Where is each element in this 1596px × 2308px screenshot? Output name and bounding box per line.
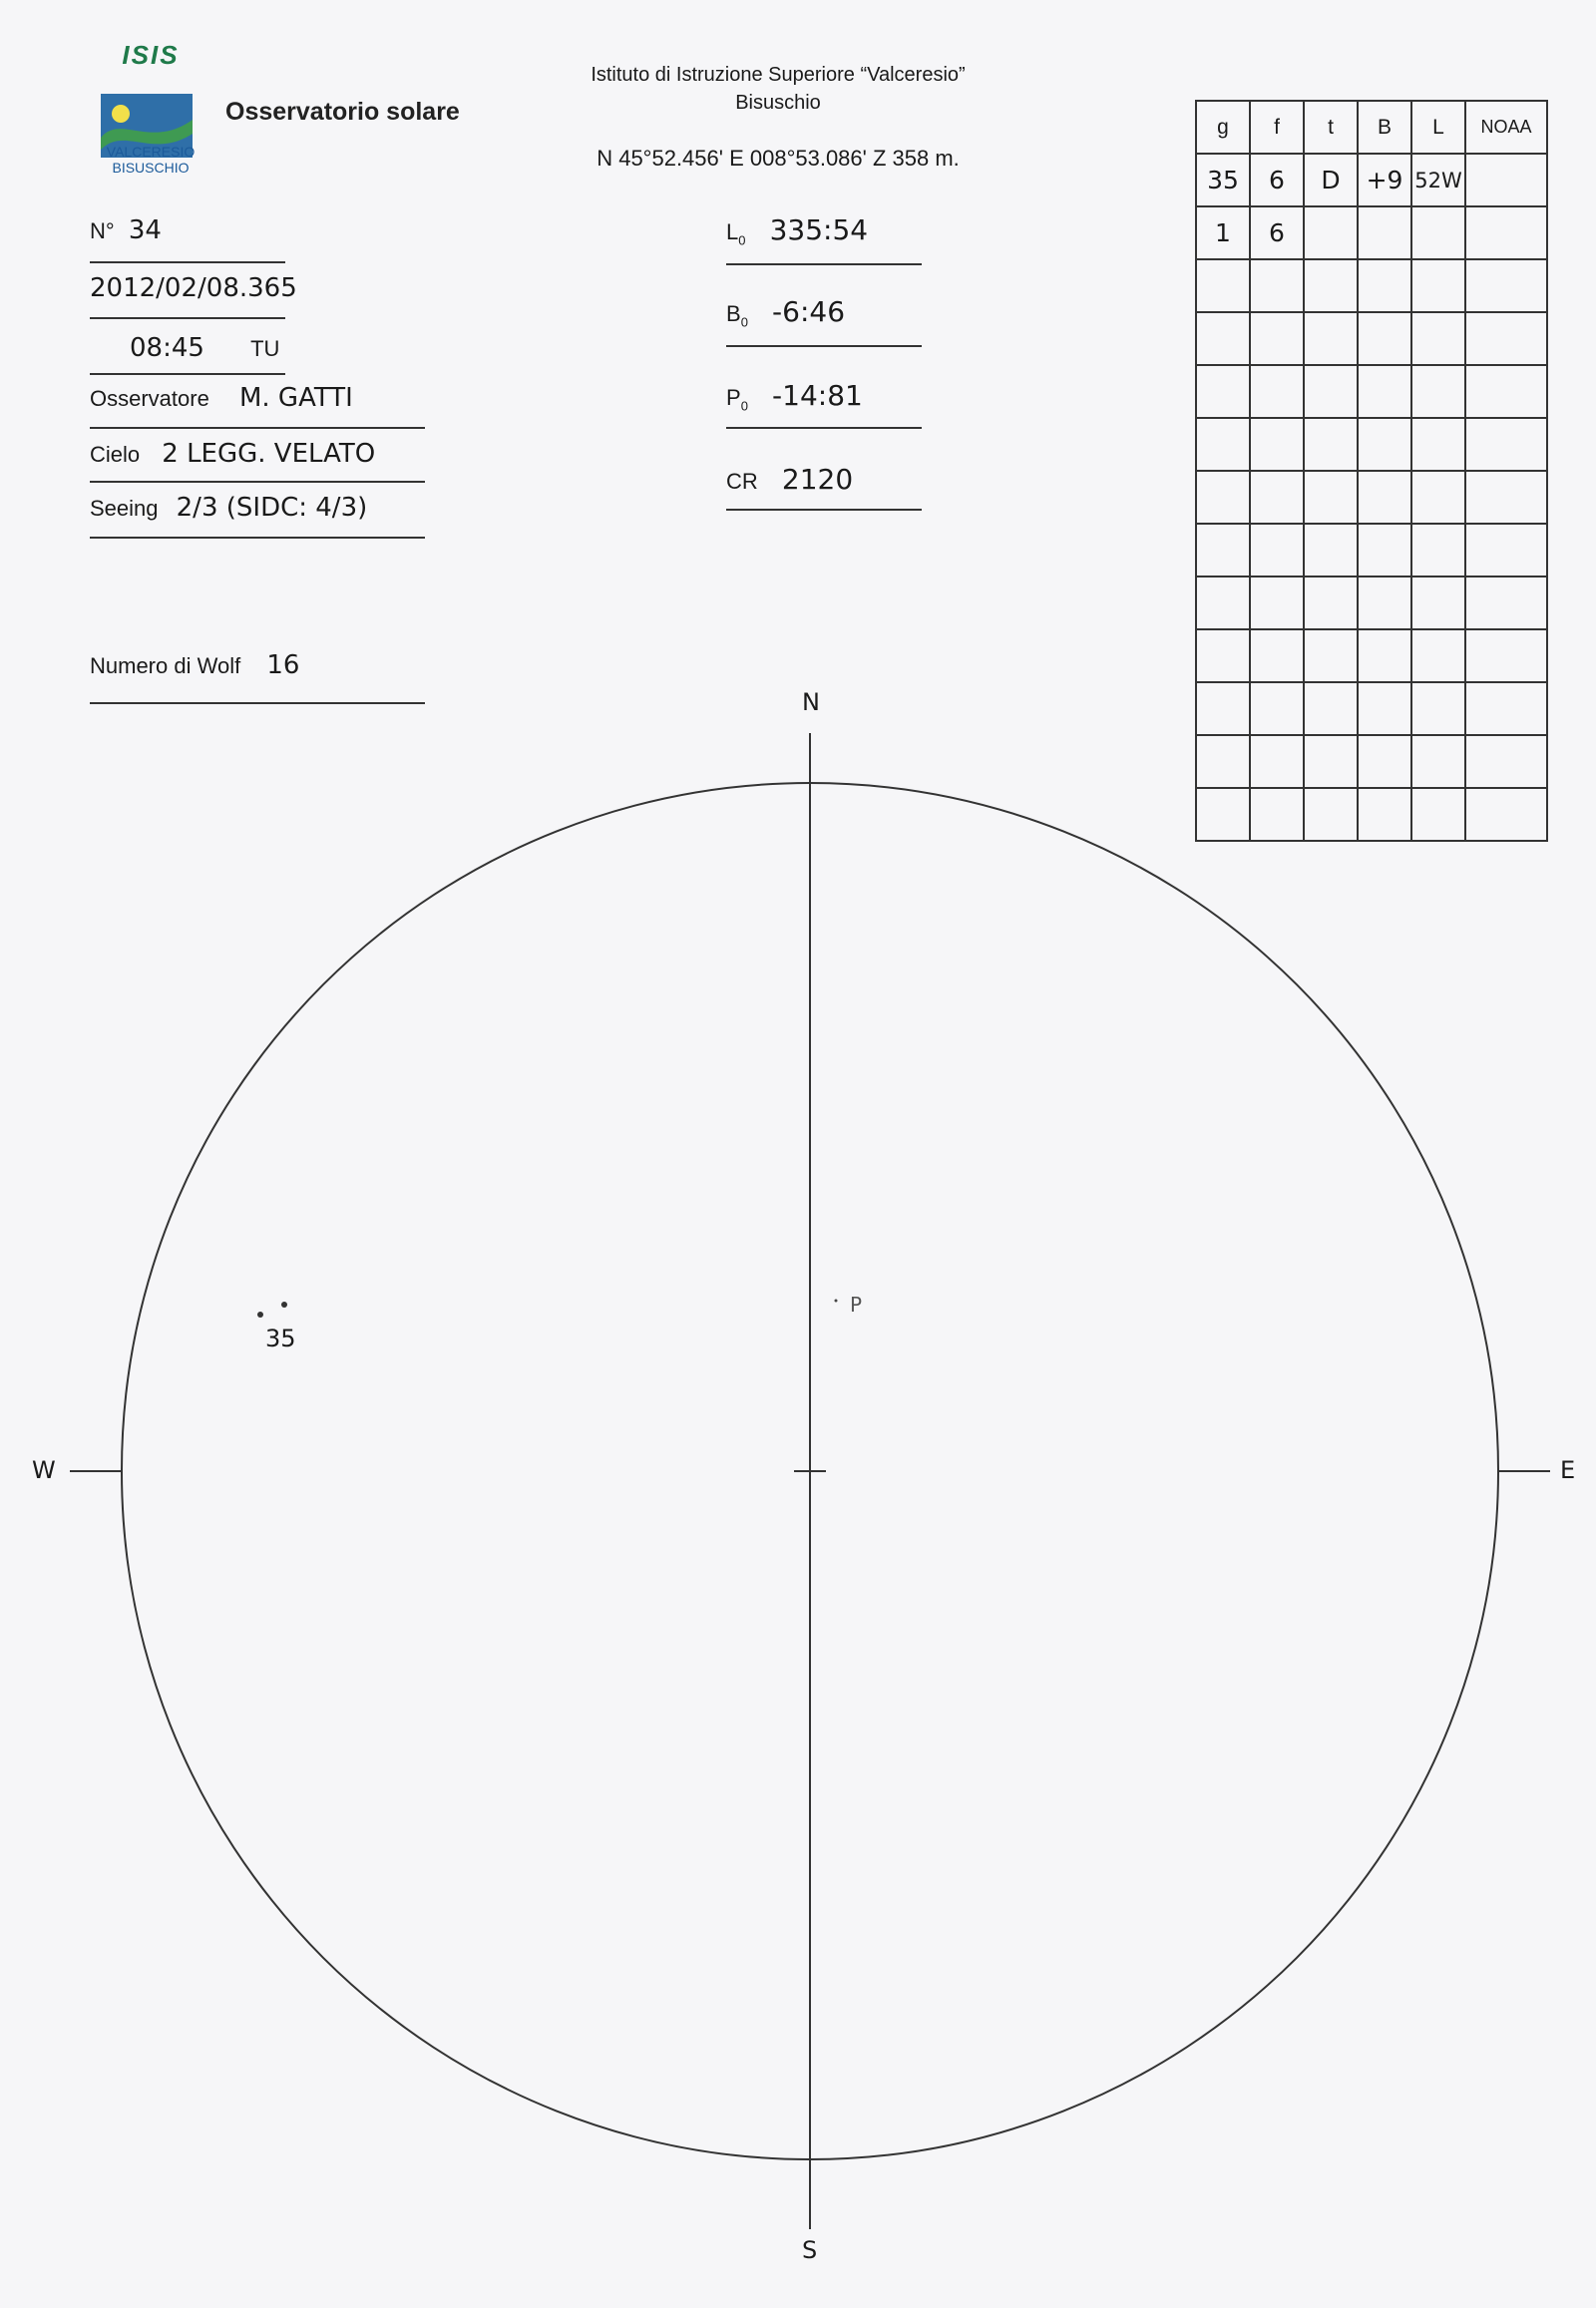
observation-number-field (90, 215, 162, 245)
table-cell (1411, 259, 1465, 312)
table-cell (1411, 418, 1465, 471)
cr-value: 2120 (781, 463, 854, 496)
sunspot-group-label: 35 (265, 1325, 296, 1352)
table-cell (1304, 471, 1358, 524)
ephemeris-l0 (726, 213, 868, 247)
table-cell: 52W (1411, 154, 1465, 206)
table-cell (1465, 312, 1547, 365)
underline (90, 481, 425, 483)
table-cell (1358, 206, 1411, 259)
ephemeris-p0 (726, 379, 863, 413)
seeing-value: 2/3 (SIDC: 4/3) (176, 493, 368, 523)
underline (90, 261, 285, 263)
table-row (1196, 524, 1547, 577)
col-header-f: f (1250, 101, 1304, 154)
table-cell (1465, 418, 1547, 471)
sky-field (90, 439, 375, 469)
table-cell (1304, 629, 1358, 682)
table-cell (1196, 524, 1250, 577)
time-unit: TU (250, 336, 280, 361)
date-value: 2012/02/08.365 (90, 273, 297, 303)
seeing-field (90, 493, 367, 523)
l0-value: 335:54 (769, 213, 869, 246)
col-header-l: L (1411, 101, 1465, 154)
b0-value: -6:46 (772, 295, 846, 328)
table-cell (1358, 524, 1411, 577)
table-row (1196, 577, 1547, 629)
underline (90, 427, 425, 429)
table-cell: 6 (1250, 206, 1304, 259)
ephemeris-cr (726, 463, 853, 496)
table-row (1196, 629, 1547, 682)
sunspot (281, 1302, 287, 1308)
table-cell (1358, 629, 1411, 682)
underline (90, 317, 285, 319)
table-cell (1196, 471, 1250, 524)
table-cell (1196, 312, 1250, 365)
solar-disk-drawing (0, 688, 1596, 2294)
table-cell (1250, 312, 1304, 365)
underline (726, 509, 922, 511)
col-header-b: B (1358, 101, 1411, 154)
date-field (90, 273, 297, 303)
table-cell: 1 (1196, 206, 1250, 259)
seeing-label: Seeing (90, 496, 159, 521)
table-cell (1465, 524, 1547, 577)
table-cell (1411, 577, 1465, 629)
table-cell (1465, 206, 1547, 259)
table-cell: 35 (1196, 154, 1250, 206)
table-cell (1304, 259, 1358, 312)
sky-label: Cielo (90, 442, 141, 467)
observer-value: M. GATTI (238, 383, 353, 413)
wolf-number-value: 16 (266, 650, 300, 680)
table-cell (1358, 312, 1411, 365)
table-cell (1250, 524, 1304, 577)
east-label: E (1560, 1456, 1576, 1484)
table-cell (1411, 365, 1465, 418)
observation-number-label: N° (90, 218, 115, 243)
table-cell (1358, 418, 1411, 471)
north-label: N (802, 688, 820, 716)
table-cell (1250, 577, 1304, 629)
site-coordinates: N 45°52.456' E 008°53.086' Z 358 m. (597, 146, 960, 171)
table-cell (1196, 577, 1250, 629)
table-cell (1411, 471, 1465, 524)
pole-dot (835, 1300, 838, 1303)
table-cell (1411, 206, 1465, 259)
table-row (1196, 259, 1547, 312)
table-row (1196, 471, 1547, 524)
south-label: S (802, 2236, 818, 2264)
school-town: Bisuschio (735, 92, 821, 114)
observation-number-value: 34 (128, 215, 162, 245)
table-cell (1196, 629, 1250, 682)
b0-label: $B_0$ (726, 301, 748, 330)
table-cell (1304, 206, 1358, 259)
table-row (1196, 418, 1547, 471)
table-cell (1250, 365, 1304, 418)
p0-value: -14:81 (772, 379, 863, 412)
table-cell: 6 (1250, 154, 1304, 206)
ephemeris-b0 (726, 295, 845, 329)
table-row (1196, 206, 1547, 259)
sunspot (257, 1312, 263, 1318)
table-cell (1196, 365, 1250, 418)
table-cell (1250, 418, 1304, 471)
underline (90, 537, 425, 539)
table-cell (1304, 312, 1358, 365)
logo-text: ISIS (122, 40, 180, 70)
table-cell (1358, 471, 1411, 524)
wolf-number-label: Numero di Wolf (90, 653, 241, 678)
time-field (130, 333, 279, 363)
table-cell (1411, 312, 1465, 365)
table-header-row (1196, 101, 1547, 154)
p0-label: $P_0$ (726, 385, 748, 414)
cr-label: CR (726, 469, 758, 494)
logo-subtitle-2: BISUSCHIO (112, 160, 190, 176)
logo-subtitle-1: VALCERESIO (106, 144, 196, 160)
pole-marker-label: P (850, 1293, 863, 1317)
table-cell (1358, 259, 1411, 312)
table-cell (1304, 577, 1358, 629)
col-header-noaa: NOAA (1465, 101, 1547, 154)
underline (726, 427, 922, 429)
col-header-g: g (1196, 101, 1250, 154)
west-label: W (32, 1456, 56, 1484)
table-cell (1358, 577, 1411, 629)
institute-logo (96, 40, 205, 180)
school-name: Istituto di Istruzione Superiore “Valceresio” (591, 64, 966, 86)
observer-label: Osservatore (90, 386, 209, 411)
table-cell (1465, 471, 1547, 524)
table-cell (1411, 629, 1465, 682)
table-row (1196, 312, 1547, 365)
table-cell: D (1304, 154, 1358, 206)
table-cell (1250, 629, 1304, 682)
l0-label: $L_0$ (726, 219, 746, 248)
table-cell (1465, 577, 1547, 629)
table-cell (1196, 259, 1250, 312)
table-cell: +9 (1358, 154, 1411, 206)
time-value: 08:45 (130, 333, 204, 363)
table-cell (1465, 629, 1547, 682)
solar-disk-svg (0, 688, 1596, 2294)
table-cell (1304, 418, 1358, 471)
table-cell (1250, 259, 1304, 312)
underline (90, 373, 285, 375)
table-row (1196, 365, 1547, 418)
table-cell (1465, 259, 1547, 312)
table-cell (1196, 418, 1250, 471)
observatory-title: Osservatorio solare (225, 98, 460, 126)
col-header-t: t (1304, 101, 1358, 154)
table-row (1196, 154, 1547, 206)
table-cell (1465, 154, 1547, 206)
table-cell (1250, 471, 1304, 524)
sky-value: 2 LEGG. VELATO (162, 439, 376, 469)
table-cell (1411, 524, 1465, 577)
observer-field (90, 383, 353, 413)
table-cell (1465, 365, 1547, 418)
wolf-number-field (90, 650, 299, 680)
table-cell (1304, 365, 1358, 418)
table-cell (1358, 365, 1411, 418)
underline (726, 345, 922, 347)
underline (726, 263, 922, 265)
table-cell (1304, 524, 1358, 577)
